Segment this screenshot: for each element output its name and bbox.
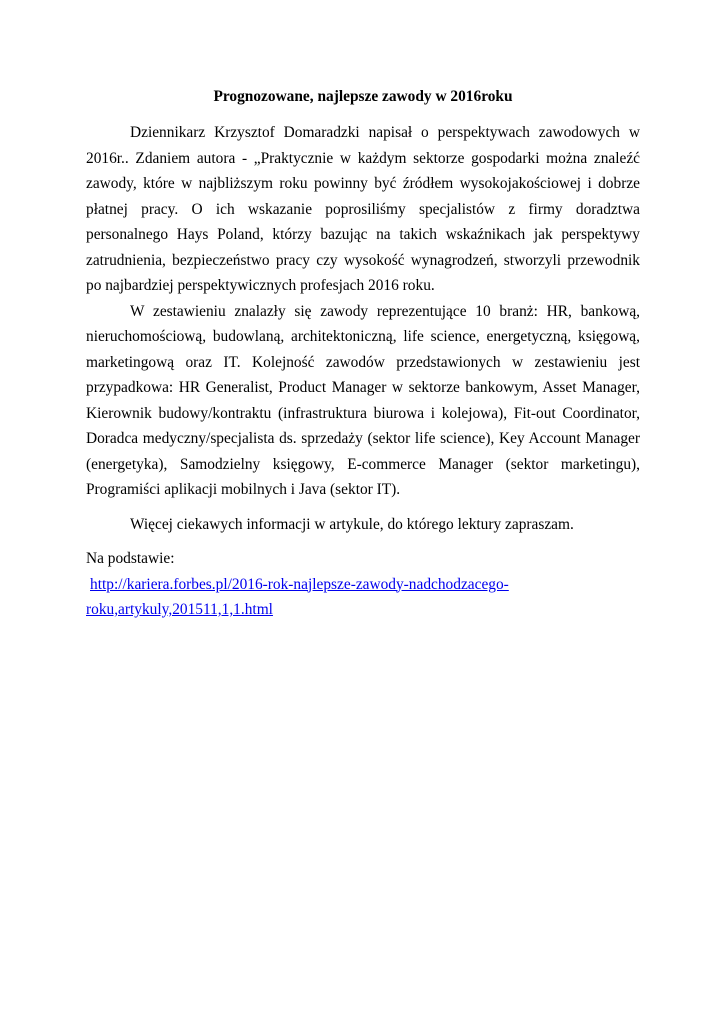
source-label: Na podstawie: xyxy=(86,550,175,567)
source-link-line-1[interactable]: http://kariera.forbes.pl/2016-rok-najlepsze-zawody-nadchodzacego- xyxy=(90,575,509,593)
source-link-line-2[interactable]: roku,artykuly,201511,1,1.html xyxy=(86,601,273,618)
paragraph-invitation: Więcej ciekawych informacji w artykule, do którego lektury zapraszam. xyxy=(130,515,574,533)
paragraph-intro: Dziennikarz Krzysztof Domaradzki napisał o perspektywach zawodowych w 2016r.. Zdaniem autora - „Praktycznie w każdym sektorze gospodarki można znaleźć zawody, które w najbliższym roku powinny być źródłem wysokojakościowej i dobrze płatnej pracy. O ich wskazanie poprosiliśmy specjalistów z firmy doradztwa personalnego Hays Poland, którzy bazując na takich wskaźnikach jak perspektywy zatrudnienia, bezpieczeństwo pracy czy wysokość wynagrodzeń, stworzyli przewodnik po najbardziej perspektywicznych profesjach 2016 roku. xyxy=(86,124,640,294)
document-title: Prognozowane, najlepsze zawody w 2016roku xyxy=(213,88,513,105)
paragraph-professions: W zestawieniu znalazły się zawody reprezentujące 10 branż: HR, bankową, nieruchomościową, budowlaną, architektoniczną, life science, energetyczną, księgową, marketingową oraz IT. Kolejność zawodów przedstawionych w zestawieniu jest przypadkowa: HR Generalist, Product Manager w sektorze bankowym, Asset Manager, Kierownik budowy/kontraktu (infrastruktura biurowa i kolejowa), Fit-out Coordinator, Doradca medyczny/specjalista ds. sprzedaży (sektor life science), Key Account Manager (energetyka), Samodzielny księgowy, E-commerce Manager (sektor marketingu), Programiści aplikacji mobilnych i Java (sektor IT). xyxy=(86,302,640,498)
document-page xyxy=(86,84,640,623)
source-link[interactable] xyxy=(86,572,640,623)
